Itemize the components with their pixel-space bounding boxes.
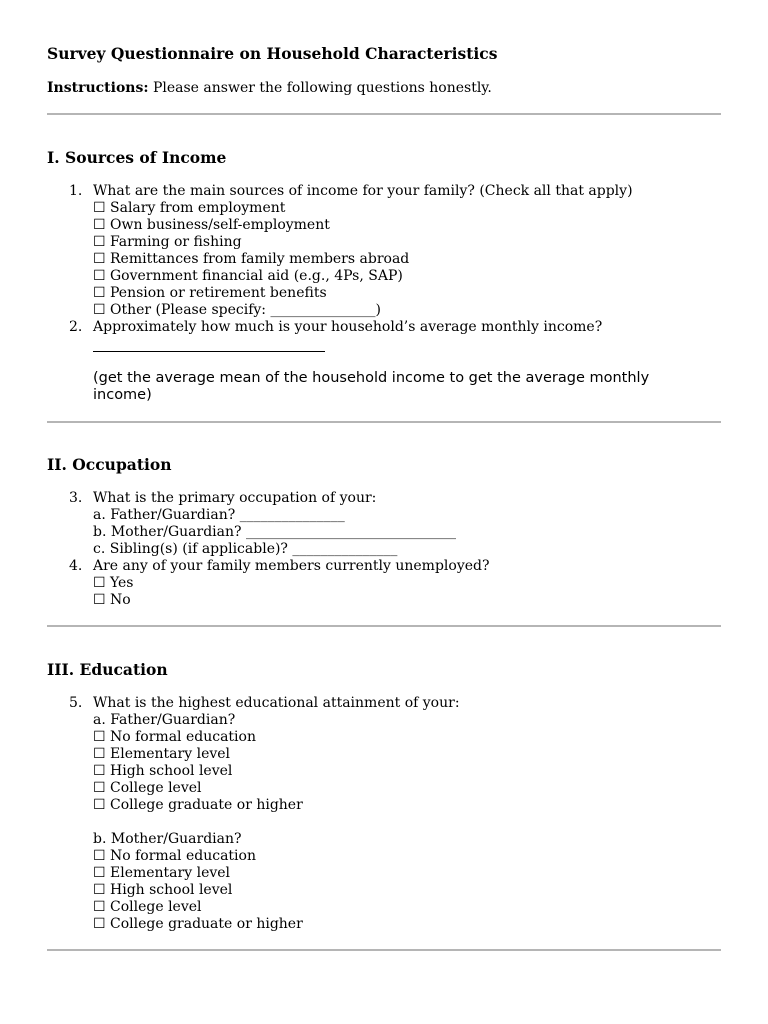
section-heading-education: III. Education xyxy=(47,660,168,679)
income-note: (get the average mean of the household income to get the average monthly income) xyxy=(93,370,650,403)
checkbox-option[interactable]: ☐ No formal education xyxy=(93,729,256,745)
checkbox-option[interactable]: ☐ College level xyxy=(93,780,202,796)
checkbox-option[interactable]: ☐ Pension or retirement benefits xyxy=(93,285,327,301)
question-text: What are the main sources of income for your family? (Check all that apply) xyxy=(93,183,633,199)
checkbox-option[interactable]: ☐ Other (Please specify: _______________) xyxy=(93,302,381,318)
checkbox-option[interactable]: ☐ Remittances from family members abroad xyxy=(93,251,410,267)
checkbox-option[interactable]: ☐ No xyxy=(93,592,131,608)
checkbox-option[interactable]: ☐ College level xyxy=(93,899,202,915)
checkbox-option[interactable]: ☐ Own business/self-employment xyxy=(93,217,330,233)
instructions xyxy=(47,80,492,96)
checkbox-option[interactable]: ☐ Farming or fishing xyxy=(93,234,242,250)
sub-question-label: b. Mother/Guardian? xyxy=(93,831,242,847)
question-number: 3. xyxy=(69,490,83,506)
question-number: 2. xyxy=(69,319,83,335)
divider xyxy=(47,421,721,423)
checkbox-option[interactable]: ☐ High school level xyxy=(93,882,233,898)
checkbox-option[interactable]: ☐ Salary from employment xyxy=(93,200,286,216)
section-heading-income: I. Sources of Income xyxy=(47,148,227,167)
page-title: Survey Questionnaire on Household Characteristics xyxy=(47,44,498,63)
occupation-item[interactable]: a. Father/Guardian? _______________ xyxy=(93,507,345,523)
checkbox-option[interactable]: ☐ Elementary level xyxy=(93,865,231,881)
instructions-text: Please answer the following questions honestly. xyxy=(148,80,492,96)
question-text: Are any of your family members currently unemployed? xyxy=(93,558,490,574)
checkbox-option[interactable]: ☐ College graduate or higher xyxy=(93,916,303,932)
occupation-item[interactable]: b. Mother/Guardian? ______________________________ xyxy=(93,524,456,540)
question-text: What is the highest educational attainment of your: xyxy=(93,695,460,711)
question-number: 1. xyxy=(69,183,83,199)
checkbox-option[interactable]: ☐ No formal education xyxy=(93,848,256,864)
checkbox-option[interactable]: ☐ College graduate or higher xyxy=(93,797,303,813)
occupation-item[interactable]: c. Sibling(s) (if applicable)? _______________ xyxy=(93,541,398,557)
question-number: 4. xyxy=(69,558,83,574)
question-number: 5. xyxy=(69,695,83,711)
instructions-label: Instructions: xyxy=(47,80,149,96)
sub-question-label: a. Father/Guardian? xyxy=(93,712,236,728)
divider xyxy=(47,625,721,627)
answer-blank-line[interactable] xyxy=(93,351,325,352)
checkbox-option[interactable]: ☐ High school level xyxy=(93,763,233,779)
question-text: What is the primary occupation of your: xyxy=(93,490,377,506)
question-text: Approximately how much is your household’s average monthly income? xyxy=(93,319,603,335)
divider xyxy=(47,949,721,951)
checkbox-option[interactable]: ☐ Government financial aid (e.g., 4Ps, SAP) xyxy=(93,268,403,284)
divider xyxy=(47,113,721,115)
section-heading-occupation: II. Occupation xyxy=(47,455,172,474)
checkbox-option[interactable]: ☐ Elementary level xyxy=(93,746,231,762)
checkbox-option[interactable]: ☐ Yes xyxy=(93,575,134,591)
